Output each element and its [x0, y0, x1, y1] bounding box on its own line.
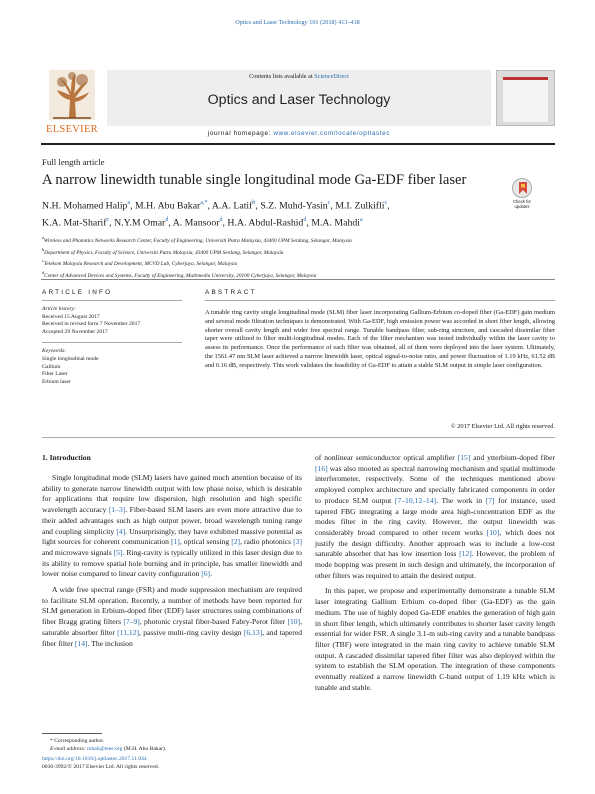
keywords-rule — [42, 342, 182, 343]
author-affiliation-marker[interactable]: c — [106, 217, 110, 224]
history-received: Received 15 August 2017 — [42, 313, 100, 320]
citation-link[interactable]: [15] — [457, 453, 471, 462]
abstract-text: A tunable ring cavity single longitudinal mode (SLM) fiber laser incorporating Gallium-Erbium co-doped fiber (Ga-EDF) gain medium and several mode filtration techniques is demonstrated. With Ga-EDF, high emission power was accorded in short fiber length, allowing shorter overall cavity length and wider free spectral range. Tunable bandpass filter, sub-ring structure, and cascaded dissimilar fiber taper were utilized to filter multi-longitudinal modes. Each of the filter mechanism was tested individually within the laser cavity to assess its performance. Once the performance of each filter was obtained, all of them were deployed into the laser system. Ultimately, the 1561.47 nm SLM laser achieved a narrow linewidth laser, optical signal-to-noise ratio, and power fluctuation of 1.19 kHz, 61.52 dB and 0.16 dB, respectively. This work validates the feasibility of Ga-EDF to attain a stable SLM output in simple laser configuration. — [205, 309, 555, 369]
author-name: N.H. Mohamed Halip — [42, 200, 128, 212]
affiliation-marker: a — [42, 235, 44, 240]
citation-link[interactable]: [10] — [287, 617, 301, 627]
article-title: A narrow linewidth tunable single longitudinal mode Ga-EDF fiber laser — [42, 172, 467, 188]
homepage-prefix: journal homepage: — [207, 130, 274, 137]
sciencedirect-link[interactable]: ScienceDirect — [314, 73, 349, 80]
keyword: Fiber Laser — [42, 371, 68, 378]
affiliation-list — [42, 234, 552, 280]
abstract-heading: ABSTRACT — [205, 289, 257, 296]
citation-link[interactable]: [7–10,12–14] — [394, 495, 437, 505]
citation-link[interactable]: [14] — [74, 638, 88, 648]
article-type: Full length article — [42, 157, 105, 167]
citation-link[interactable]: [1] — [170, 537, 180, 547]
email-line: E-mail address: mhab@ieee.org (M.H. Abu Bakar). — [50, 745, 167, 752]
contents-prefix: Contents lists available at — [249, 73, 315, 80]
author-name: A. Mansoor — [172, 217, 220, 229]
keyword: Gallium — [42, 363, 61, 370]
crossmark-badge[interactable] — [508, 178, 536, 212]
journal-cover-image — [496, 70, 555, 126]
citation-link[interactable]: [7–9] — [123, 617, 140, 627]
abstract-copyright: © 2017 Elsevier Ltd. All rights reserved. — [450, 423, 555, 430]
elsevier-logo — [41, 70, 103, 140]
email-link[interactable]: mhab@ieee.org — [87, 745, 123, 752]
doi-link[interactable]: https://doi.org/10.1016/j.optlastec.2017.11.044 — [42, 756, 147, 762]
author-affiliation-marker[interactable]: d — [303, 217, 307, 224]
footnote-divider — [42, 733, 102, 734]
homepage-link[interactable]: www.elsevier.com/locate/optlastec — [273, 130, 391, 137]
section-heading-introduction: 1. Introduction — [42, 453, 91, 462]
journal-header-box — [107, 70, 491, 126]
journal-cover-inner — [503, 77, 548, 122]
intro-paragraph-4: In this paper, we propose and experimentally demonstrate a tunable SLM laser integrating Gallium Erbium co-doped fiber (Ga-EDF) as the gain medium. The use of highly doped Ga-EDF enables the generation of high gain in short fiber length, which ultimately contributes to shorter laser cavity length essential for wider FSR. A single 3.1-m sub-ring cavity and a tunable bandpass filter (TBF) were integrated in the main ring cavity to achieve tunable SLM output. A cascaded dissimilar tapered fiber filter was also deployed within the system to establish the SLM operation. The integration of these components eventually realized a narrow linewidth C-band output of 1.19 kHz which is tunable and stable. — [315, 586, 555, 692]
citation-link[interactable]: [16] — [315, 463, 328, 473]
affiliation-text: Telekom Malaysia Research and Development, MCVD Lab, Cyberjaya, Selangor, Malaysia — [43, 260, 238, 267]
article-info-rule — [42, 300, 182, 301]
abstract-rule — [205, 300, 555, 301]
author-name: N.Y.M Omar — [114, 217, 166, 229]
history-accepted: Accepted 29 November 2017 — [42, 328, 108, 335]
body-column-left — [42, 473, 302, 649]
homepage-line — [107, 130, 491, 137]
author-affiliation-marker[interactable]: a — [359, 217, 363, 224]
author-name: S.Z. Muhd-Yasin — [260, 200, 328, 212]
author-name: K.A. Mat-Sharif — [42, 217, 107, 229]
author-name: H.A. Abdul-Rashid — [227, 217, 304, 229]
intro-paragraph-3: of nonlinear semiconductor optical amplifier [15] and ytterbium-doped fiber [16] was also mooted as spectral narrowing mechanism and spatial multimode interferometer, respectively. Some of the techniques mentioned above employed complex architecture and specially fabricated components in order to produce SLM output [7–10,12–14]. The work in [7] for instance, used tapered FBG integrating a large mode area high-concentration EDF as the modes filter in the ring cavity. However, the output linewidth was considerably broad compared to other recent works [10], which does not justify the design difficulty. Another approach was to include a low-cost saturable absorber that has low insertion loss [12]. However, the problem of mode hopping was present in such design and ultimately, the incorporation of other filters was required to attain the desired output. — [315, 453, 556, 580]
citation-link[interactable]: [4] — [116, 526, 126, 536]
author-name: M.H. Abu Bakar — [135, 200, 201, 212]
citation-link[interactable]: [7] — [485, 495, 495, 505]
corresponding-footnote — [42, 738, 302, 753]
citation-link[interactable]: [12] — [459, 549, 472, 559]
author-affiliation-marker[interactable]: c — [384, 200, 388, 206]
author-affiliation-marker[interactable]: a — [127, 200, 131, 206]
affiliation-marker: b — [42, 246, 45, 252]
article-info-heading: ARTICLE INFO — [42, 289, 113, 296]
body-column-right — [315, 453, 555, 693]
author-affiliation-marker[interactable]: c — [327, 200, 331, 206]
citation-link[interactable]: [5] — [113, 547, 123, 557]
contents-line — [107, 73, 491, 80]
affiliation — [42, 257, 552, 269]
corresponding-author-note: * Corresponding author. — [50, 738, 105, 744]
author-list: N.H. Mohamed Halip$^a$, M.H. Abu Bakar$^{a,*}$, A.A. Latif$^b$, S.Z. Muhd-Yasin$^c$, M.I. Zulkifli$^c$, K.A. Mat-Sharif$^c$, N.Y.M Omar$^d$, A. Mansoor$^d$, H.A. Abdul-Rashid$^d$, M.A. Mahdi$^a$ — [42, 200, 390, 229]
intro-paragraph-2: A wide free spectral range (FSR) and mode suppression mechanism are required to facilitate SLM operation. Recently, a number of methods have been reported for SLM generation in Erbium-doped fiber (EDF) laser structures using combinations of fiber Bragg grating filters [7–9], photonic crystal fiber-based Fabry-Perot filter [10], saturable absorber filter [11,12], passive multi-ring cavity design [6,13], and tapered fiber filter [14]. The inclusion — [42, 585, 302, 648]
author-affiliation-marker[interactable]: d — [219, 217, 223, 224]
affiliation-text: Wireless and Photonics Networks Research Center, Faculty of Engineering, Universiti Putra Malaysia, 43400 UPM Serdang, Selangor, Malaysia — [43, 237, 352, 244]
citation-link[interactable]: [6] — [201, 569, 211, 579]
intro-paragraph-1: Single longitudinal mode (SLM) lasers have gained much attention because of its ability to generate narrow linewidth output with low phase noise, which is desirable for applications that require low dispersion, high resolution and high specific wavelength accuracy [1–3]. Fiber-based SLM lasers are even more attractive due to their added advantages such as high output power, broad wavelength tuning range and coupling simplicity [4]. Unsurprisingly, they have exhibited massive potential as light sources for coherent communication [1], optical sensing [2], radio photonics [3] and microwave signals [5]. Ring-cavity is typically utilized in this laser design due to its ability to remove spatial hole burning and in principle, has smaller linewidth and lower noise compared to linear cavity configuration [6]. — [42, 473, 302, 579]
affiliation — [42, 234, 552, 246]
article-identifiers — [42, 756, 159, 771]
citation-link[interactable]: [2] — [231, 537, 241, 547]
journal-masthead — [41, 70, 555, 140]
issn-line: 0030-3992/© 2017 Elsevier Ltd. All rights reserved. — [42, 763, 160, 770]
bookmark-icon — [518, 182, 528, 194]
history-revised: Received in revised form 7 November 2017 — [42, 321, 141, 328]
citation-link[interactable]: [11,12] — [117, 627, 140, 637]
article-info — [42, 306, 182, 386]
citation-link[interactable]: [10] — [486, 527, 500, 537]
author-name: A.A. Latif — [211, 200, 253, 212]
front-matter-divider — [41, 279, 555, 280]
history-label: Article history: — [42, 306, 77, 312]
crossmark-label: Check for updates — [513, 199, 531, 209]
affiliation — [42, 246, 552, 258]
author-affiliation-marker[interactable]: b — [252, 200, 256, 206]
affiliation-text: Department of Physics, Faculty of Science, Universiti Putra Malaysia, 43400 UPM Serdang, Selangor, Malaysia — [44, 249, 284, 256]
citation-link[interactable]: [6,13] — [243, 627, 263, 637]
keyword: Single longitudinal mode — [42, 355, 99, 362]
affiliation-marker: c — [42, 258, 44, 264]
citation-link[interactable]: [3] — [293, 537, 302, 547]
affiliation-marker: d — [42, 269, 45, 275]
keywords-label: Keywords: — [42, 348, 67, 355]
author-affiliation-marker[interactable]: d — [165, 217, 169, 224]
crossmark-icon — [512, 178, 532, 198]
header-divider — [41, 143, 555, 145]
publisher-name: ELSEVIER — [46, 124, 98, 135]
citation-link[interactable]: [1–3] — [108, 505, 126, 515]
author-affiliation-marker[interactable]: a,* — [200, 200, 208, 206]
author-name: M.A. Mahdi — [311, 217, 360, 229]
journal-citation[interactable]: Optics and Laser Technology 101 (2018) 413–418 — [235, 19, 360, 26]
author-name: M.I. Zulkifli — [335, 200, 385, 212]
tree-icon — [49, 70, 95, 120]
affiliation-text: Center of Advanced Devices and Systems, Faculty of Engineering, Multimedia University, 20100 Cyberjaya, Selangor, Malaysia — [44, 272, 317, 279]
keyword: Erbium laser — [42, 378, 71, 385]
abstract-bottom-rule — [42, 437, 555, 438]
journal-title: Optics and Laser Technology — [207, 92, 391, 108]
